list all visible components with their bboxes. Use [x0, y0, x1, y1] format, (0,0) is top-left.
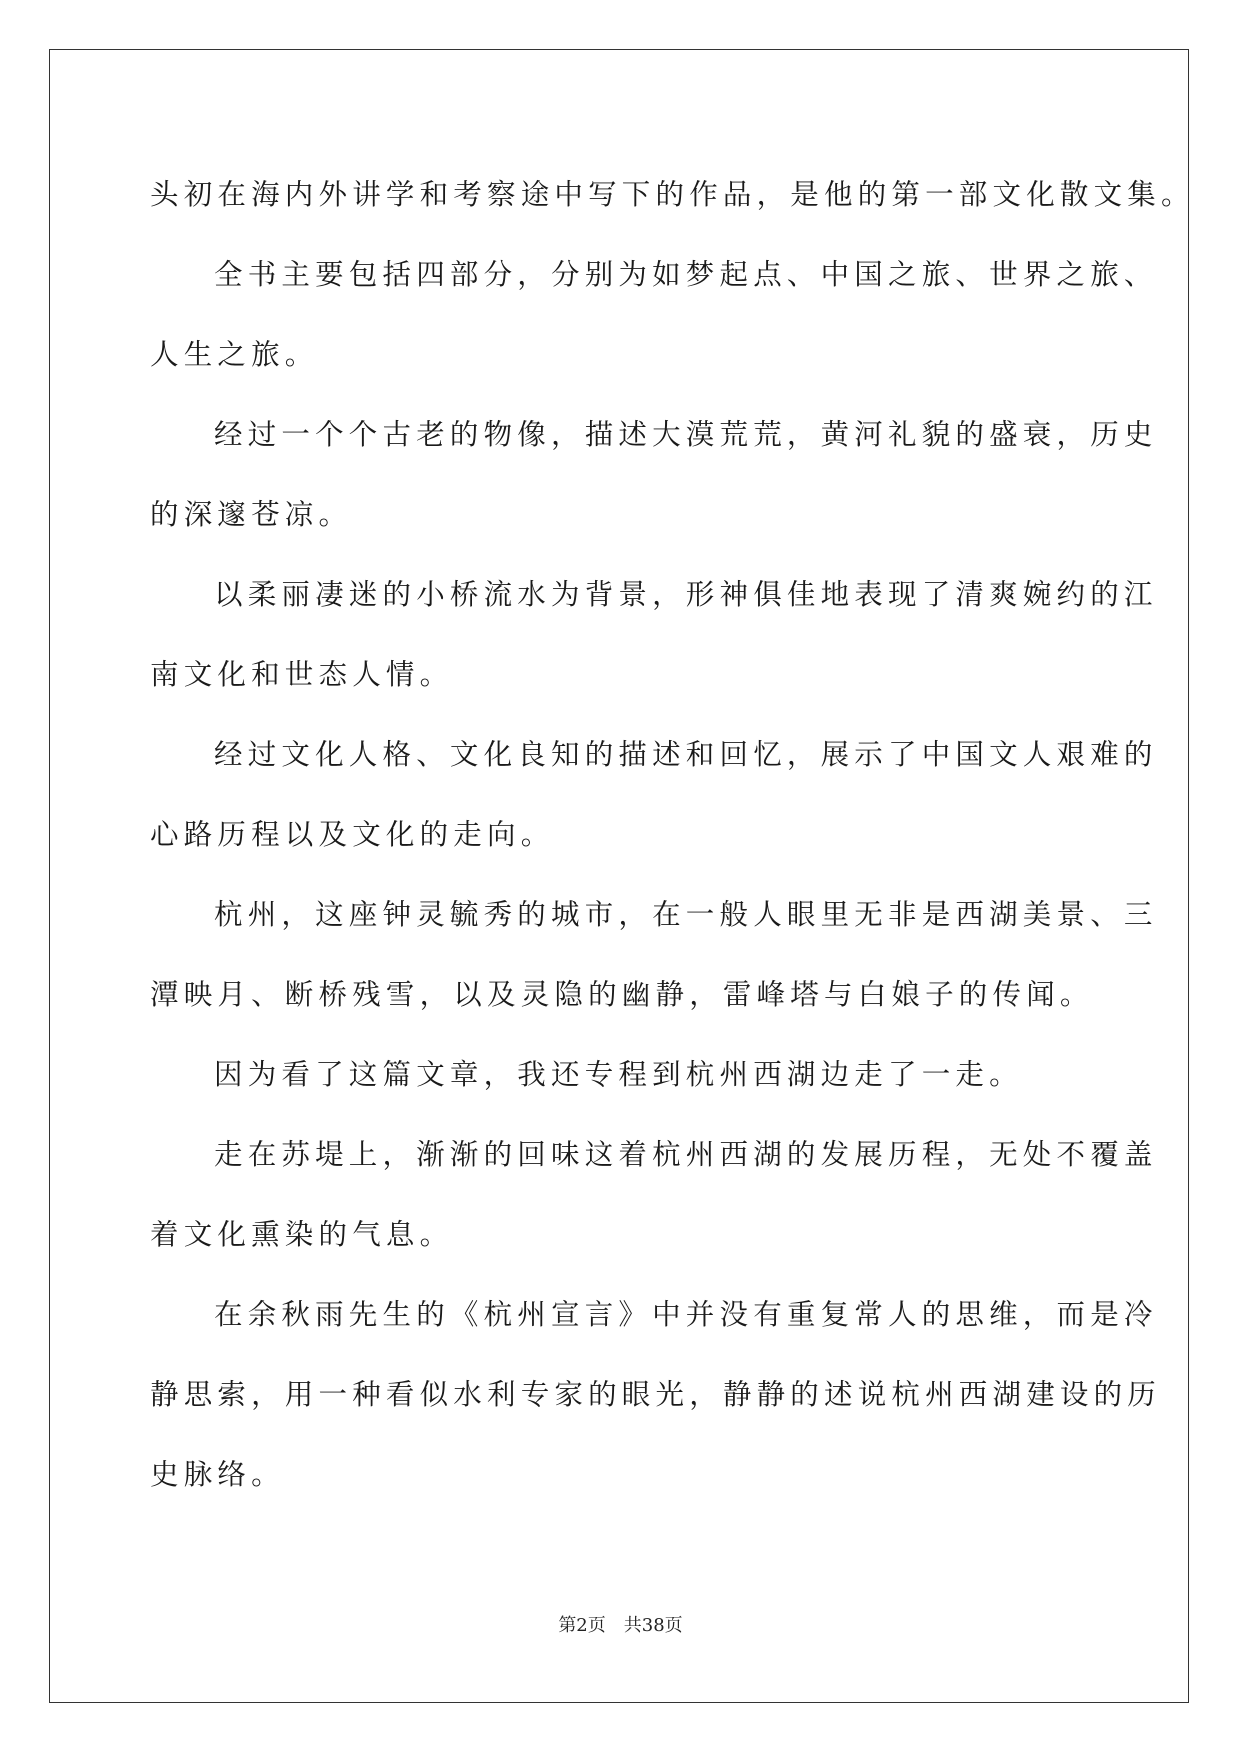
- page-total: 共38页: [623, 1615, 683, 1636]
- text-line: 心路历程以及文化的走向。: [150, 818, 555, 851]
- page-number: 第2页: [558, 1615, 606, 1636]
- text-line: 头初在海内外讲学和考察途中写下的作品，是他的第一部文化散文集。: [150, 178, 1195, 211]
- paragraph-start-line: 杭州，这座钟灵毓秀的城市，在一般人眼里无非是西湖美景、三: [214, 898, 1158, 931]
- paragraph-start-line: 全书主要包括四部分，分别为如梦起点、中国之旅、世界之旅、: [214, 258, 1158, 291]
- text-line: 静思索，用一种看似水利专家的眼光，静静的述说杭州西湖建设的历: [150, 1378, 1162, 1411]
- text-line: 人生之旅。: [150, 338, 319, 371]
- text-line: 南文化和世态人情。: [150, 658, 454, 691]
- paragraph-start-line: 以柔丽凄迷的小桥流水为背景，形神俱佳地表现了清爽婉约的江: [214, 578, 1158, 611]
- paragraph-start-line: 经过一个个古老的物像，描述大漠荒荒，黄河礼貌的盛衰，历史: [214, 418, 1158, 451]
- document-body: [150, 155, 1195, 1515]
- paragraph-start-line: 在余秋雨先生的《杭州宣言》中并没有重复常人的思维，而是冷: [214, 1298, 1158, 1331]
- text-line: 着文化熏染的气息。: [150, 1218, 454, 1251]
- paragraph-start-line: 走在苏堤上，渐渐的回味这着杭州西湖的发展历程，无处不覆盖: [214, 1138, 1158, 1171]
- paragraph-start-line: 经过文化人格、文化良知的描述和回忆，展示了中国文人艰难的: [214, 738, 1158, 771]
- text-line: 潭映月、断桥残雪，以及灵隐的幽静，雷峰塔与白娘子的传闻。: [150, 978, 1094, 1011]
- paragraph-start-line: 因为看了这篇文章，我还专程到杭州西湖边走了一走。: [214, 1058, 1023, 1091]
- page-footer: [0, 1614, 1241, 1638]
- text-line: 史脉络。: [150, 1458, 285, 1491]
- text-line: 的深邃苍凉。: [150, 498, 353, 531]
